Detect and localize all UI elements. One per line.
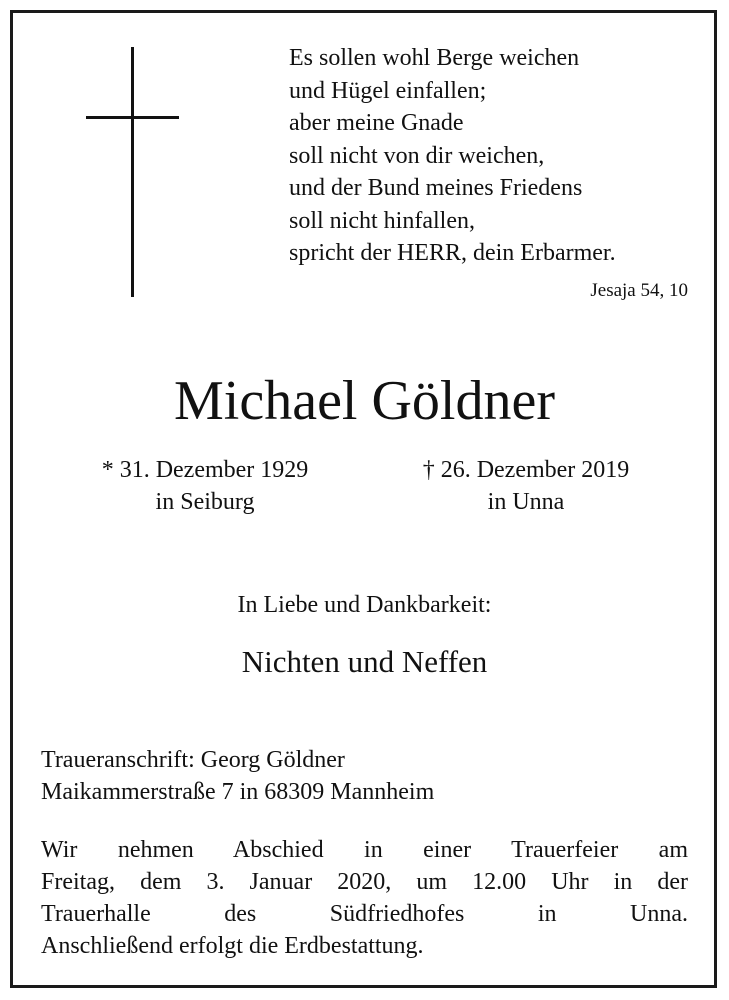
verse-reference: Jesaja 54, 10: [590, 280, 688, 301]
birth-info: [65, 454, 345, 518]
birth-date: * 31. Dezember 1929: [101, 457, 309, 483]
funeral-line: Trauerhalle des Südfriedhofes in Unna.: [41, 901, 688, 927]
verse-line: Es sollen wohl Berge weichen: [289, 45, 580, 71]
funeral-line: Anschließend erfolgt die Erdbestattung.: [41, 933, 424, 959]
bible-verse: [289, 42, 616, 270]
verse-line: soll nicht von dir weichen,: [289, 142, 545, 169]
mourning-address: [41, 744, 434, 808]
cross-horizontal-bar: [86, 116, 179, 119]
mourners-intro: In Liebe und Dankbarkeit:: [237, 592, 492, 618]
verse-line: soll nicht hinfallen,: [289, 207, 475, 234]
death-info: [386, 454, 666, 518]
birth-place: in Seiburg: [155, 489, 255, 515]
verse-line: und der Bund meines Friedens: [289, 175, 583, 201]
address-line: Maikammerstraße 7 in 68309 Mannheim: [41, 779, 435, 805]
cross-vertical-bar: [131, 47, 134, 297]
address-line: Traueranschrift: Georg Göldner: [41, 747, 345, 773]
verse-line: aber meine Gnade: [289, 110, 464, 136]
funeral-notice: [41, 834, 688, 962]
mourners-names: Nichten und Neffen: [241, 644, 488, 679]
funeral-line: Freitag, dem 3. Januar 2020, um 12.00 Uhr in der: [41, 869, 688, 895]
deceased-name: Michael Göldner: [174, 370, 555, 432]
verse-line: und Hügel einfallen;: [289, 77, 487, 104]
verse-line: spricht der HERR, dein Erbarmer.: [289, 240, 616, 266]
funeral-line: Wir nehmen Abschied in einer Trauerfeier am: [41, 837, 688, 863]
death-date: † 26. Dezember 2019: [422, 457, 630, 483]
death-place: in Unna: [487, 489, 565, 515]
